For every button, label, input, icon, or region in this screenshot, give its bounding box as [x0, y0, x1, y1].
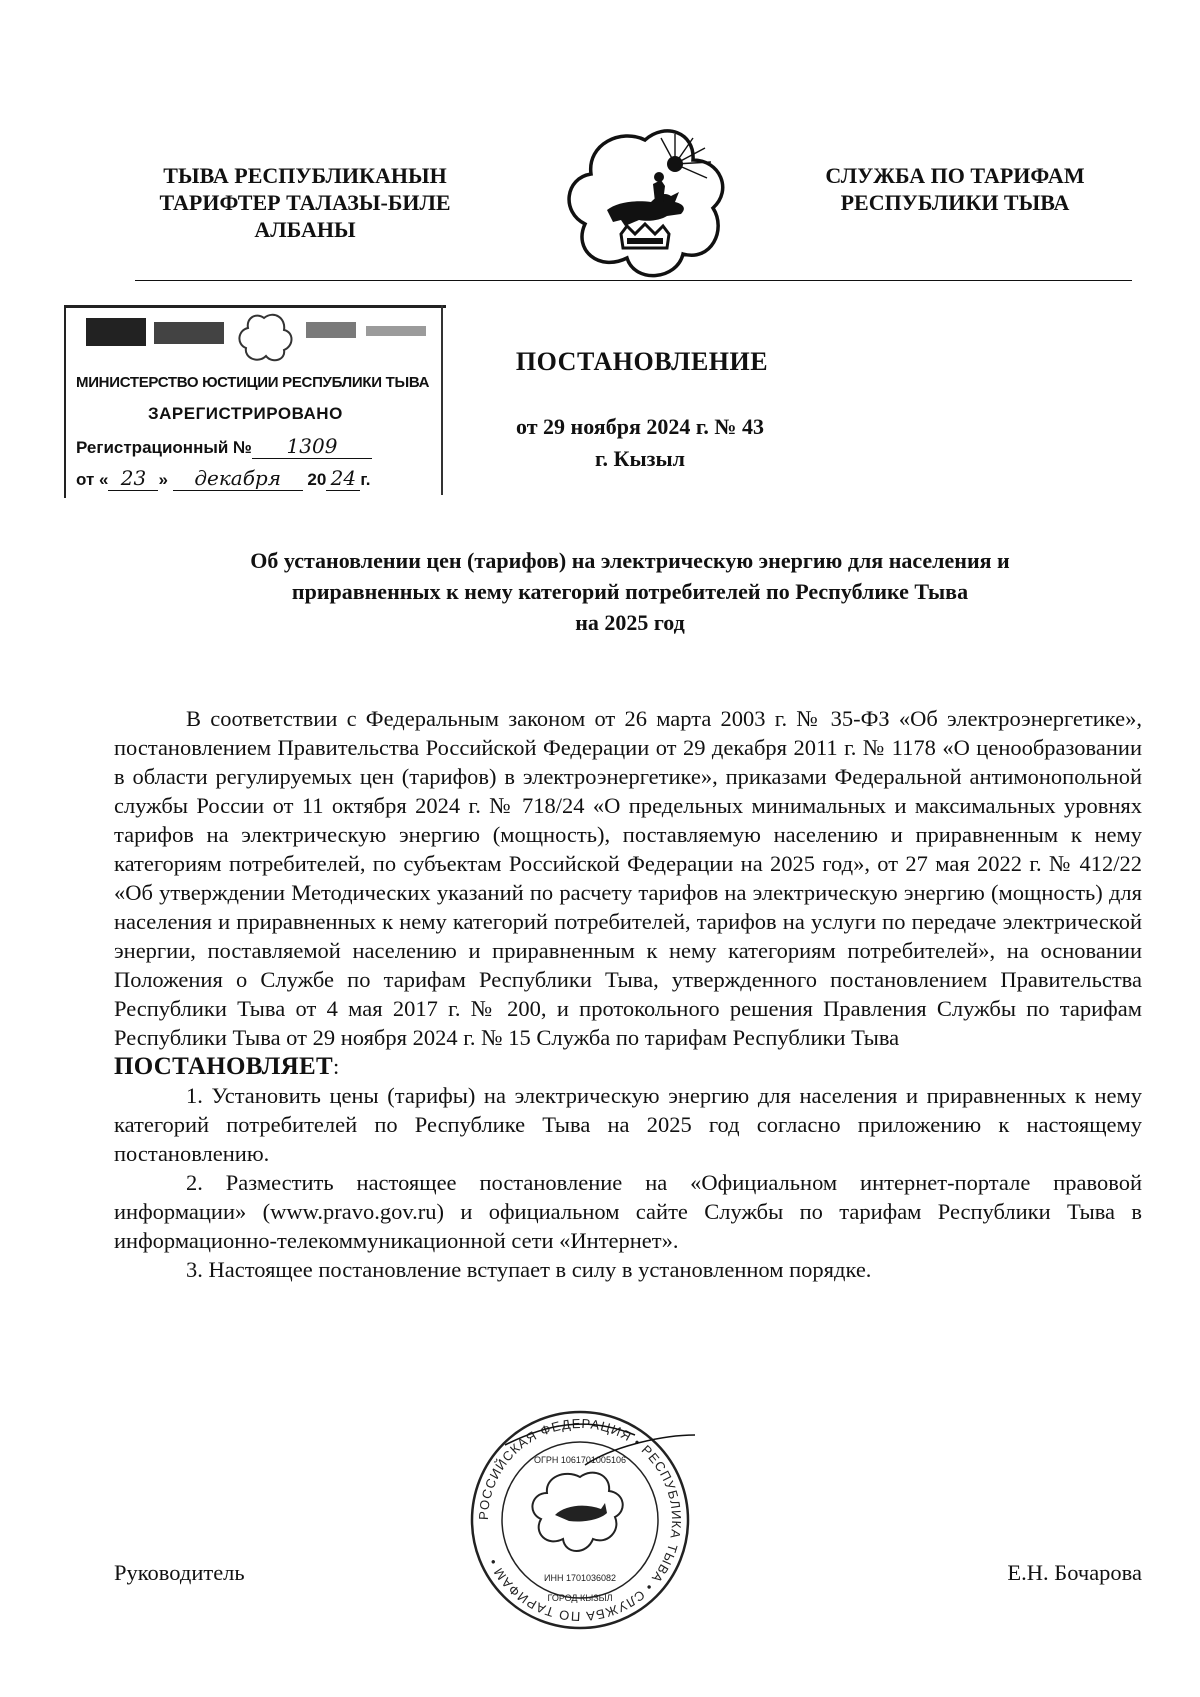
header-right-org — [790, 162, 1120, 216]
stamp-year-end: г. — [360, 470, 371, 489]
stamp-ministry-text: МИНИСТЕРСТВО ЮСТИЦИИ РЕСПУБЛИКИ ТЫВА — [76, 374, 430, 391]
stamp-year-value: 24 — [330, 466, 357, 490]
signatory-role: Руководитель — [114, 1560, 245, 1585]
header-right-line: СЛУЖБА ПО ТАРИФАМ — [825, 163, 1085, 188]
stamp-year-wrap — [326, 466, 360, 491]
header-left-line: АЛБАНЫ — [254, 217, 356, 242]
header-right-line: РЕСПУБЛИКИ ТЫВА — [840, 190, 1070, 215]
stamp-month-wrap — [173, 466, 303, 491]
stamp-smudge — [306, 322, 356, 338]
signatory-name: Е.Н. Бочарова — [1007, 1560, 1142, 1585]
preamble-paragraph: В соответствии с Федеральным законом от 26 марта 2003 г. № 35-ФЗ «Об электроэнергетике», постановлением Правительства Российской Федерации от 29 декабря 2011 г. № 1178 «О ценообразовании в области регулируемых цен (тарифов) в электроэнергетике», приказами Федеральной антимонопольной службы России от 11 октября 2024 г. № 718/24 «О предельных минимальных и максимальных уровнях тарифов на электрическую энергию (мощность), поставляемую населению и приравненным к нему категориям потребителей, по субъектам Российской Федерации на 2025 год», от 27 мая 2022 г. № 412/22 «Об утверждении Методических указаний по расчету тарифов на электрическую энергию (мощность) для населения и приравненных к нему категорий потребителей, тарифов на услуги по передаче электрической энергии, поставляемой населению и приравненным к нему категориям потребителей», на основании Положения о Службе по тарифам Республики Тыва, утвержденного постановлением Правительства Республики Тыва от 4 мая 2017 г. № 200, и протокольного решения Правления Службы по тарифам Республики Тыва от 29 ноября 2024 г. № 15 Служба по тарифам Республики Тыва — [114, 706, 1142, 1050]
document-title — [120, 545, 1140, 638]
stamp-smudge — [154, 322, 224, 344]
header-left-line: ТАРИФТЕР ТАЛАЗЫ-БИЛЕ — [159, 190, 451, 215]
stamp-registered-text: ЗАРЕГИСТРИРОВАНО — [148, 404, 343, 423]
stamp-day-value: 23 — [120, 466, 147, 490]
registration-stamp-border — [441, 305, 443, 495]
document-title-line: на 2025 год — [575, 610, 685, 635]
seal-inn: ИНН 1701036082 — [543, 1573, 617, 1583]
stamp-date-line — [76, 466, 370, 491]
seal-city: ГОРОД КЫЗЫЛ — [547, 1593, 613, 1603]
document-type: ПОСТАНОВЛЕНИЕ — [515, 347, 769, 376]
stamp-reg-number-line — [76, 434, 372, 459]
decree-item: 3. Настоящее постановление вступает в силу в установленном порядке. — [186, 1257, 872, 1282]
stamp-day-wrap — [108, 466, 158, 491]
header-left-org — [140, 162, 470, 243]
document-title-line: приравненных к нему категорий потребителей по Республике Тыва — [291, 579, 969, 604]
header-left-line: ТЫВА РЕСПУБЛИКАНЫН — [163, 163, 447, 188]
stamp-reg-number-value-wrap — [252, 434, 372, 459]
header-divider — [135, 280, 1132, 281]
document-city: г. Кызыл — [595, 446, 685, 471]
stamp-reg-number-value: 1309 — [286, 434, 338, 458]
decree-word: ПОСТАНОВЛЯЕТ — [114, 1053, 333, 1080]
document-title-line: Об установлении цен (тарифов) на электрическую энергию для населения и — [250, 548, 1010, 573]
decree-item: 1. Установить цены (тарифы) на электрическую энергию для населения и приравненных к нему категорий потребителей по Республике Тыва на 2025 год согласно приложению к настоящему постановлению. — [114, 1083, 1142, 1166]
stamp-month-value: декабря — [194, 466, 281, 490]
stamp-year-prefix: 20 — [307, 470, 327, 489]
document-body — [114, 704, 1142, 1284]
document-date-number: от 29 ноября 2024 г. № 43 — [516, 414, 764, 439]
registration-stamp — [64, 305, 446, 498]
stamp-reg-number-label: Регистрационный № — [76, 438, 252, 457]
seal-outer-text: РОССИЙСКАЯ ФЕДЕРАЦИЯ • РЕСПУБЛИКА ТЫВА • СЛУЖБА ПО ТАРИФАМ • — [475, 1415, 685, 1625]
stamp-date-open: от « — [76, 470, 109, 489]
seal-ogrn: ОГРН 1061701005106 — [534, 1455, 626, 1465]
stamp-emblem-icon — [234, 312, 294, 362]
decree-colon: : — [332, 1054, 340, 1079]
stamp-date-close: » — [158, 470, 168, 489]
stamp-smudge — [366, 326, 426, 336]
decree-line — [114, 1052, 1142, 1081]
tuva-coat-of-arms-icon — [555, 122, 735, 282]
stamp-smudge — [86, 318, 146, 346]
decree-item: 2. Разместить настоящее постановление на «Официальном интернет-портале правовой информации» (www.pravo.gov.ru) и официальном сайте Службы по тарифам Республики Тыва в информационно-телекоммуникационной сети «Интернет». — [114, 1170, 1142, 1253]
official-seal — [465, 1405, 695, 1635]
